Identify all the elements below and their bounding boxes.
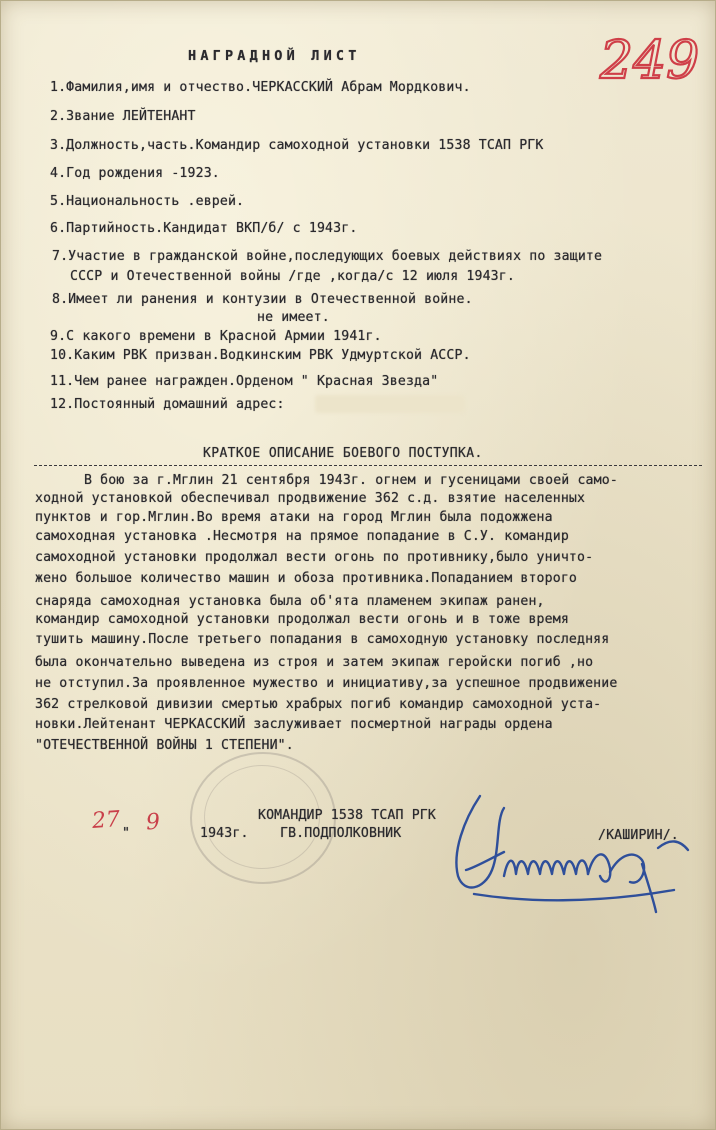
field-wounds: 8.Имеет ли ранения и контузии в Отечественной войне. (52, 292, 473, 307)
redacted-address-area (315, 395, 465, 413)
date-month-handwritten: 9 (145, 809, 161, 836)
field-position: 3.Должность,часть.Командир самоходной установки 1538 ТСАП РГК (50, 138, 544, 153)
description-line: самоходной установки продолжал вести огонь по противнику,было уничто- (35, 550, 594, 565)
description-line: была окончательно выведена из строя и затем экипаж геройски погиб ,но (35, 655, 594, 670)
field-previous-awards: 11.Чем ранее награжден.Орденом " Красная Звезда" (50, 374, 439, 389)
archive-number-handwritten (596, 24, 706, 94)
description-line: командир самоходной установки продолжал вести огонь и в тоже время (35, 612, 569, 627)
date-day-handwritten: 27 (91, 807, 121, 834)
document-title: НАГРАДНОЙ ЛИСТ (188, 48, 361, 64)
description-line: жено большое количество машин и обоза противника.Попаданием второго (35, 571, 577, 586)
commander-rank: ГВ.ПОДПОЛКОВНИК (280, 826, 402, 841)
description-line: "ОТЕЧЕСТВЕННОЙ ВОЙНЫ 1 СТЕПЕНИ". (35, 738, 294, 753)
description-line: пунктов и гор.Мглин.Во время атаки на город Мглин была подожжена (35, 510, 553, 525)
field-birth-year: 4.Год рождения -1923. (50, 166, 220, 181)
field-home-address: 12.Постоянный домашний адрес: (50, 397, 285, 412)
description-line: ходной установкой обеспечивал продвижение 362 с.д. взятие населенных (35, 491, 586, 506)
date-quote-mark: " (122, 826, 131, 841)
handwritten-signature (444, 790, 704, 920)
field-war-participation-cont: СССР и Отечественной войны /где ,когда/с 12 июля 1943г. (70, 269, 515, 284)
description-line: новки.Лейтенант ЧЕРКАССКИЙ заслуживает посмертной награды ордена (35, 717, 553, 732)
dashed-divider (34, 465, 702, 466)
commander-title: КОМАНДИР 1538 ТСАП РГК (258, 808, 436, 823)
field-draft-office: 10.Каким РВК призван.Водкинским РВК Удмуртской АССР. (50, 348, 471, 363)
field-war-participation: 7.Участие в гражданской войне,последующих боевых действиях по защите (52, 249, 603, 264)
field-rank: 2.Звание ЛЕЙТЕНАНТ (50, 109, 196, 124)
description-line: В бою за г.Мглин 21 сентября 1943г. огнем и гусеницами своей само- (84, 473, 618, 488)
description-line: не отступил.За проявленное мужество и инициативу,за успешное продвижение (35, 676, 618, 691)
field-name: 1.Фамилия,имя и отчество.ЧЕРКАССКИЙ Абрам Мордкович. (50, 80, 471, 95)
section-title: КРАТКОЕ ОПИСАНИЕ БОЕВОГО ПОСТУПКА. (203, 446, 483, 461)
description-line: самоходная установка .Несмотря на прямое попадание в С.У. командир (35, 529, 569, 544)
field-wounds-answer: не имеет. (257, 310, 330, 325)
commander-name: /КАШИРИН/. (598, 828, 679, 843)
field-party: 6.Партийность.Кандидат ВКП/б/ с 1943г. (50, 221, 358, 236)
date-year: 1943г. (200, 826, 249, 841)
field-nationality: 5.Национальность .еврей. (50, 194, 245, 209)
field-army-since: 9.С какого времени в Красной Армии 1941г. (50, 329, 382, 344)
svg-text:249: 249 (600, 31, 700, 91)
description-line: снаряда самоходная установка была об'ята пламенем экипаж ранен, (35, 594, 545, 609)
description-line: тушить машину.После третьего попадания в самоходную установку последняя (35, 632, 610, 647)
description-line: 362 стрелковой дивизии смертью храбрых погиб командир самоходной уста- (35, 697, 602, 712)
